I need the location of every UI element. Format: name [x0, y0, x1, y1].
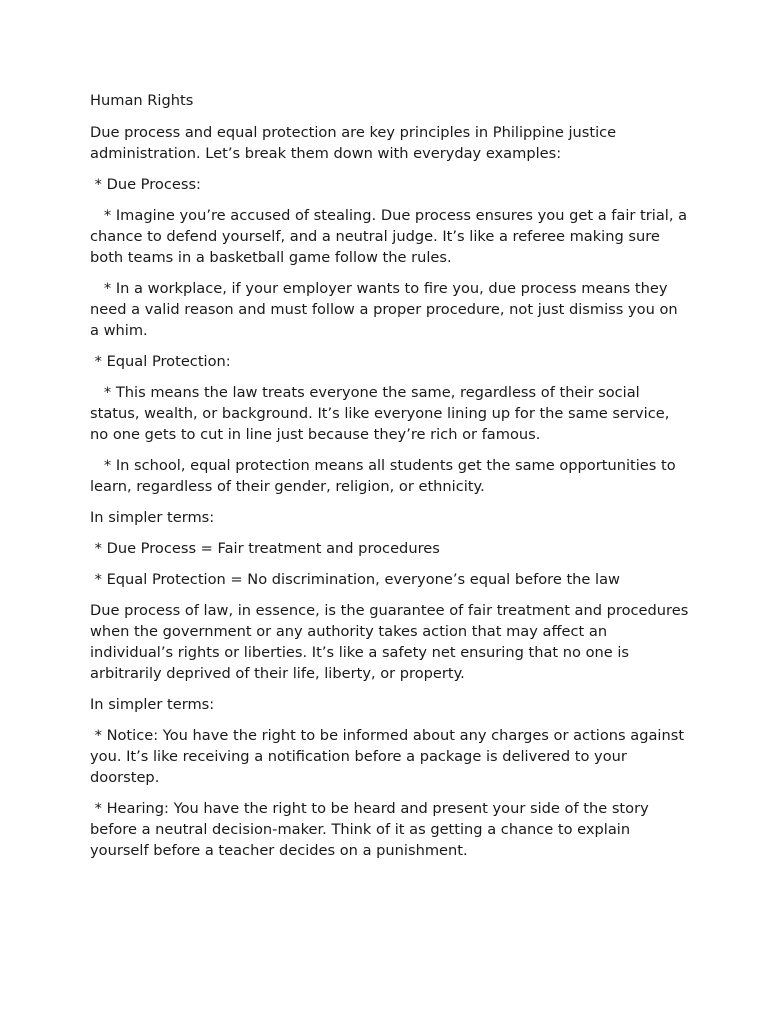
paragraph-simpler-terms-1: In simpler terms:: [90, 509, 215, 526]
paragraph-simpler-terms-2: In simpler terms:: [90, 696, 215, 713]
document-page: [90, 90, 693, 871]
bullet-equal-protection-example-school: * In school, equal protection means all students get the same opportunities to learn, regardless of their gender, religion, or ethnicity.: [90, 457, 681, 495]
document-title: Human Rights: [90, 92, 194, 109]
bullet-due-process-example-stealing: * Imagine you’re accused of stealing. Due process ensures you get a fair trial, a chance to defend yourself, and a neutral judge. It’s like a referee making sure both teams in a basketball game follow the rules.: [90, 207, 692, 266]
bullet-due-process-example-workplace: * In a workplace, if your employer wants to fire you, due process means they need a valid reason and must follow a proper procedure, not just dismiss you on a whim.: [90, 280, 683, 339]
paragraph-due-process-essence: Due process of law, in essence, is the guarantee of fair treatment and procedures when the government or any authority takes action that may affect an individual’s rights or liberties. It’s like a safety net ensuring that no one is arbitrarily deprived of their life, liberty, or property.: [90, 602, 693, 682]
bullet-due-process-heading: * Due Process:: [90, 176, 201, 193]
bullet-due-process-summary: * Due Process = Fair treatment and procedures: [90, 540, 440, 557]
bullet-notice: * Notice: You have the right to be informed about any charges or actions against you. It’s like receiving a notification before a package is delivered to your doorstep.: [90, 727, 689, 786]
bullet-equal-protection-example-service: * This means the law treats everyone the same, regardless of their social status, wealth, or background. It’s like everyone lining up for the same service, no one gets to cut in line just because they’re rich or famous.: [90, 384, 674, 443]
bullet-equal-protection-summary: * Equal Protection = No discrimination, everyone’s equal before the law: [90, 571, 620, 588]
bullet-equal-protection-heading: * Equal Protection:: [90, 353, 231, 370]
bullet-hearing: * Hearing: You have the right to be heard and present your side of the story before a neutral decision-maker. Think of it as getting a chance to explain yourself before a teacher decides on a punishment.: [90, 800, 654, 859]
paragraph-intro: Due process and equal protection are key principles in Philippine justice administration. Let’s break them down with everyday examples:: [90, 124, 621, 162]
